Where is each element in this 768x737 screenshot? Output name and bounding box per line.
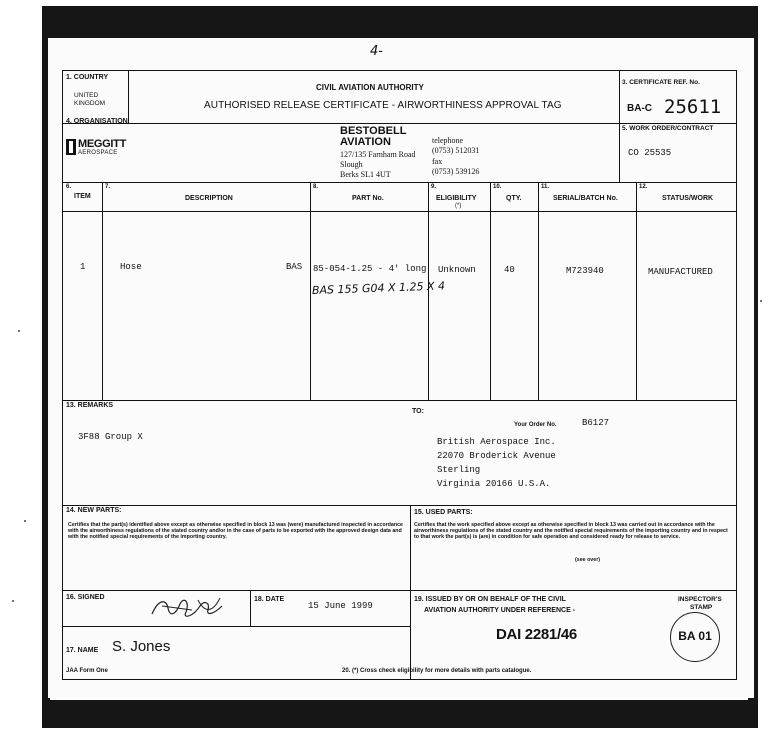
fax-label: fax <box>432 157 443 166</box>
rule-col-desc <box>310 182 311 400</box>
rule-col-item <box>102 182 103 400</box>
meggitt-logo-text: MEGGITT <box>78 138 127 150</box>
date-label: 18. DATE <box>254 596 285 603</box>
rule-items <box>62 400 737 401</box>
country-value: UNITED KINGDOM <box>74 92 106 107</box>
to-address-line1: British Aerospace Inc. <box>437 437 556 447</box>
address-line3: Berks SL1 4UT <box>340 170 391 179</box>
order-value: B6127 <box>582 418 610 428</box>
rule-header <box>62 123 737 124</box>
col-item-header: ITEM <box>74 193 91 200</box>
to-label: TO: <box>412 408 424 415</box>
row-part-handwritten: BAS 155 G04 X 1.25 X 4 <box>311 279 446 297</box>
authority-title: CIVIL AVIATION AUTHORITY <box>316 83 424 92</box>
authority-reference: DAI 2281/46 <box>496 626 577 643</box>
scan-speck <box>24 520 26 522</box>
stamp-label-line1: INSPECTOR'S <box>678 596 722 603</box>
col-desc-header: DESCRIPTION <box>185 195 233 202</box>
signature-scribble <box>148 592 228 622</box>
used-parts-text: Certifies that the work specified above except as otherwise specified in block 13 was carried out in accordance with the airworthiness regulations of the stated country and the notified special requirements of the importing country and in respect to that work the part(s) is (are) in condition for safe operation and considered ready for release to service. <box>414 522 728 541</box>
remarks-text: 3F88 Group X <box>78 432 143 442</box>
new-parts-label: 14. NEW PARTS: <box>66 507 122 514</box>
row-qty: 40 <box>504 265 515 275</box>
organisation-label: 4. ORGANISATION <box>66 118 128 125</box>
col-status-header: STATUS/WORK <box>662 195 714 202</box>
cert-ref-number: 25611 <box>664 96 722 118</box>
row-status: MANUFACTURED <box>648 267 713 277</box>
issued-label-line1: 19. ISSUED BY OR ON BEHALF OF THE CIVIL <box>414 596 566 603</box>
col-elig-num: 9. <box>431 184 437 190</box>
rule-remarks <box>62 505 737 506</box>
col-desc-num: 7. <box>105 184 111 190</box>
col-elig-header: ELIGIBILITY <box>436 195 477 202</box>
signed-label: 16. SIGNED <box>66 594 105 601</box>
company-line2: AVIATION <box>340 136 391 148</box>
row-description: Hose <box>120 262 142 272</box>
rule-signed <box>62 626 410 627</box>
form-name: JAA Form One <box>66 668 108 674</box>
telephone-label: telephone <box>432 136 464 145</box>
form-title: AUTHORISED RELEASE CERTIFICATE - AIRWORTHINESS APPROVAL TAG <box>204 100 562 111</box>
col-serial-header: SERIAL/BATCH No. <box>553 195 618 202</box>
rule-parts-split <box>410 505 411 680</box>
rule-col-elig <box>490 182 491 400</box>
work-order-label: 5. WORK ORDER/CONTRACT <box>622 125 714 132</box>
meggitt-logo-mark-inner <box>69 141 73 153</box>
rule-signed-date <box>250 590 251 626</box>
stamp-label-line2: STAMP <box>690 604 713 611</box>
country-label: 1. COUNTRY <box>66 74 109 81</box>
scan-speck <box>760 300 762 302</box>
rule-country <box>128 70 129 123</box>
col-elig-note: (*) <box>455 203 462 209</box>
name-label: 17. NAME <box>66 647 99 654</box>
scan-border-top <box>42 6 758 40</box>
date-value: 15 June 1999 <box>308 601 373 611</box>
col-qty-header: QTY. <box>506 195 522 202</box>
address-line2: Slough <box>340 160 363 169</box>
col-part-header: PART No. <box>352 195 384 202</box>
name-value: S. Jones <box>112 638 171 655</box>
to-address-line2: 22070 Broderick Avenue <box>437 451 556 461</box>
inspector-stamp <box>670 612 720 662</box>
new-parts-text: Certifies that the part(s) identified above except as otherwise specified in block 13 was (were) manufactured inspected in accordance with the airworthiness regulations of the stated country and/or in the case of parts to be exported with the approved design data and with the notified special requirements of the importing country. <box>68 522 403 541</box>
scan-speck <box>18 330 20 332</box>
row-part-no: 85-054-1.25 - 4' long <box>313 264 427 274</box>
work-order-value: CO 25535 <box>628 148 672 158</box>
fax-value: (0753) 539126 <box>432 167 480 176</box>
rule-parts <box>62 590 737 591</box>
row-item: 1 <box>80 262 86 272</box>
row-serial: M723940 <box>566 266 604 276</box>
to-address-line4: Virginia 20166 U.S.A. <box>437 479 551 489</box>
row-eligibility: Unknown <box>438 265 476 275</box>
row-part-prefix: BAS <box>286 262 303 272</box>
address-line1: 127/135 Farnham Road <box>340 150 416 159</box>
remarks-label: 13. REMARKS <box>66 402 114 409</box>
eligibility-footnote: 20. (*) Cross check eligibility for more details with parts catalogue. <box>342 668 532 674</box>
issued-label-line2: AVIATION AUTHORITY UNDER REFERENCE - <box>424 607 576 614</box>
col-serial-num: 11. <box>541 184 550 190</box>
col-qty-num: 10. <box>493 184 502 190</box>
cert-ref-prefix: BA-C <box>627 103 652 114</box>
scan-border-bottom <box>42 700 758 728</box>
order-label: Your Order No. <box>514 422 557 428</box>
col-status-num: 12. <box>639 184 648 190</box>
col-item-num: 6. <box>66 184 72 190</box>
telephone-value: (0753) 512031 <box>432 146 480 155</box>
col-part-num: 8. <box>313 184 319 190</box>
to-address-line3: Sterling <box>437 465 481 475</box>
page-scribble: 4- <box>370 44 383 59</box>
meggitt-logo-sub: AEROSPACE <box>78 150 118 156</box>
scan-speck <box>12 600 14 602</box>
see-over-note: (see over) <box>575 557 601 563</box>
used-parts-label: 15. USED PARTS: <box>414 509 473 516</box>
inspector-stamp-text: BA 01 <box>678 629 712 643</box>
rule-col-serial <box>636 182 637 400</box>
rule-col-qty <box>538 182 539 400</box>
cert-ref-label: 3. CERTIFICATE REF. No. <box>622 79 700 86</box>
company-line1: BESTOBELL <box>340 125 407 137</box>
rule-certref <box>619 70 620 182</box>
